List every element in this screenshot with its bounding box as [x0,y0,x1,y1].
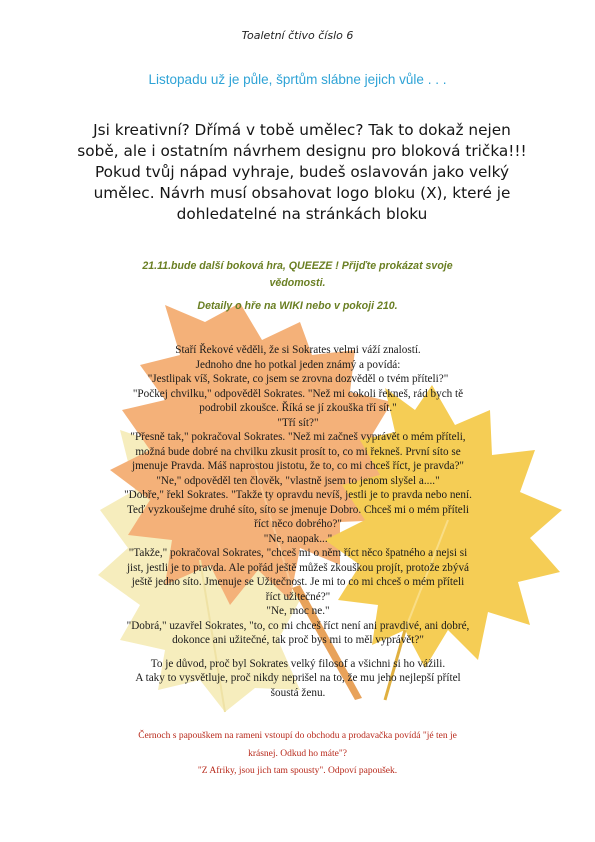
story-line: říct něco dobrého?" [254,518,342,530]
story-line: "Dobrá," uzavřel Sokrates, "to, co mi chceš říct není ani pravdivé, ani dobré, [126,619,470,632]
story-ending-line: A taky to vysvětluje, proč nikdy neprišel na to, že mu jeho nejlepší přítel [135,672,461,684]
details-line: Detaily o hře na WIKI nebo v pokoji 210. [197,300,398,312]
story-line: podrobil zkoušce. Říká se jí zkouška tří sít." [199,402,397,414]
joke-line: "Z Afriky, jsou jich tam spousty". Odpoví papoušek. [197,766,398,776]
paragraph-line: sobě, ale i ostatním návrhem designu pro bloková trička!!! [77,142,527,160]
story-line: "Ne," odpověděl ten člověk, "vlastně jsem to jenom slyšel a...." [156,474,440,487]
paragraph-line: Pokud tvůj nápad vyhraje, budeš oslavován jako velký [94,163,510,181]
story-line: ještě jedno síto. Jmenuje se Užitečnost. Je mi to co mi chceš o mém příteli [131,576,465,588]
story-line: "Jestlipak víš, Sokrate, co jsem se zrovna dozvěděl o tvém příteli?" [147,373,449,385]
creative-contest-paragraph [62,120,542,225]
game-details [70,298,525,315]
story-line: "Přesně tak," pokračoval Sokrates. "Než mi začneš vyprávět o mém příteli, [130,431,466,443]
paragraph-line: dohledatelné na stránkách bloku [176,205,428,223]
story-line: "Tří sít?" [277,416,319,429]
socrates-story [68,343,528,700]
story-ending-line: To je důvod, proč byl Sokrates velký filosof a všichni si ho vážili. [150,657,446,670]
parrot-joke [60,728,535,781]
story-ending-line: šoustá ženu. [270,686,326,699]
story-line: "Ne, naopak..." [263,532,333,545]
story-line: jist, jestli je to pravda. Ale pořád ještě můžeš zkouškou projít, protože zbývá [126,561,470,574]
story-line: Staří Řekové věděli, že si Sokrates velmi váží znalostí. [175,344,421,356]
announcement-line: 21.11.bude další boková hra, QUEEZE ! Přijďte prokázat svoje [142,260,453,272]
game-announcement [70,258,525,292]
page-title: Toaletní čtivo číslo 6 [241,29,354,42]
story-line: Teď vyzkoušejme druhé síto, síto se jmenuje Dobro. Chceš mi o mém příteli [126,503,469,516]
story-ending [68,657,528,701]
story-line: Jednoho dne ho potkal jeden známý a povídá: [195,358,401,371]
story-line: "Takže," pokračoval Sokrates, "chceš mi o něm říct něco špatného a nejsi si [128,547,468,559]
story-line: "Počkej chvilku," odpověděl Sokrates. "Než mi cokoli řekneš, rád bych tě [132,387,464,400]
story-line: "Ne, moc ne." [266,605,330,617]
paragraph-line: umělec. Návrh musí obsahovat logo bloku (X), které je [93,184,511,202]
story-line: říct užitečné?" [265,590,331,603]
subtitle: Listopadu už je půle, šprtům slábne jejich vůle . . . [148,72,447,87]
paragraph-line: Jsi kreativní? Dřímá v tobě umělec? Tak to dokaž nejen [93,121,511,139]
announcement-line: vědomosti. [269,277,326,289]
joke-line: krásnej. Odkud ho máte"? [248,748,347,759]
story-line: dokonce ani užitečné, tak proč bys mi to měl vyprávět?" [172,634,424,646]
story-line: možná bude dobré na chvilku zkusit prosít to, co mi řekneš. První síto se [135,445,461,458]
story-line: "Dobře," řekl Sokrates. "Takže ty opravdu nevíš, jestli je to pravda nebo není. [124,489,472,501]
joke-line: Černoch s papouškem na rameni vstoupí do obchodu a prodavačka povídá "jé ten je [138,731,457,741]
story-line: jmenuje Pravda. Máš naprostou jistotu, že to, co mi chceš říct, je pravda?" [131,460,464,472]
